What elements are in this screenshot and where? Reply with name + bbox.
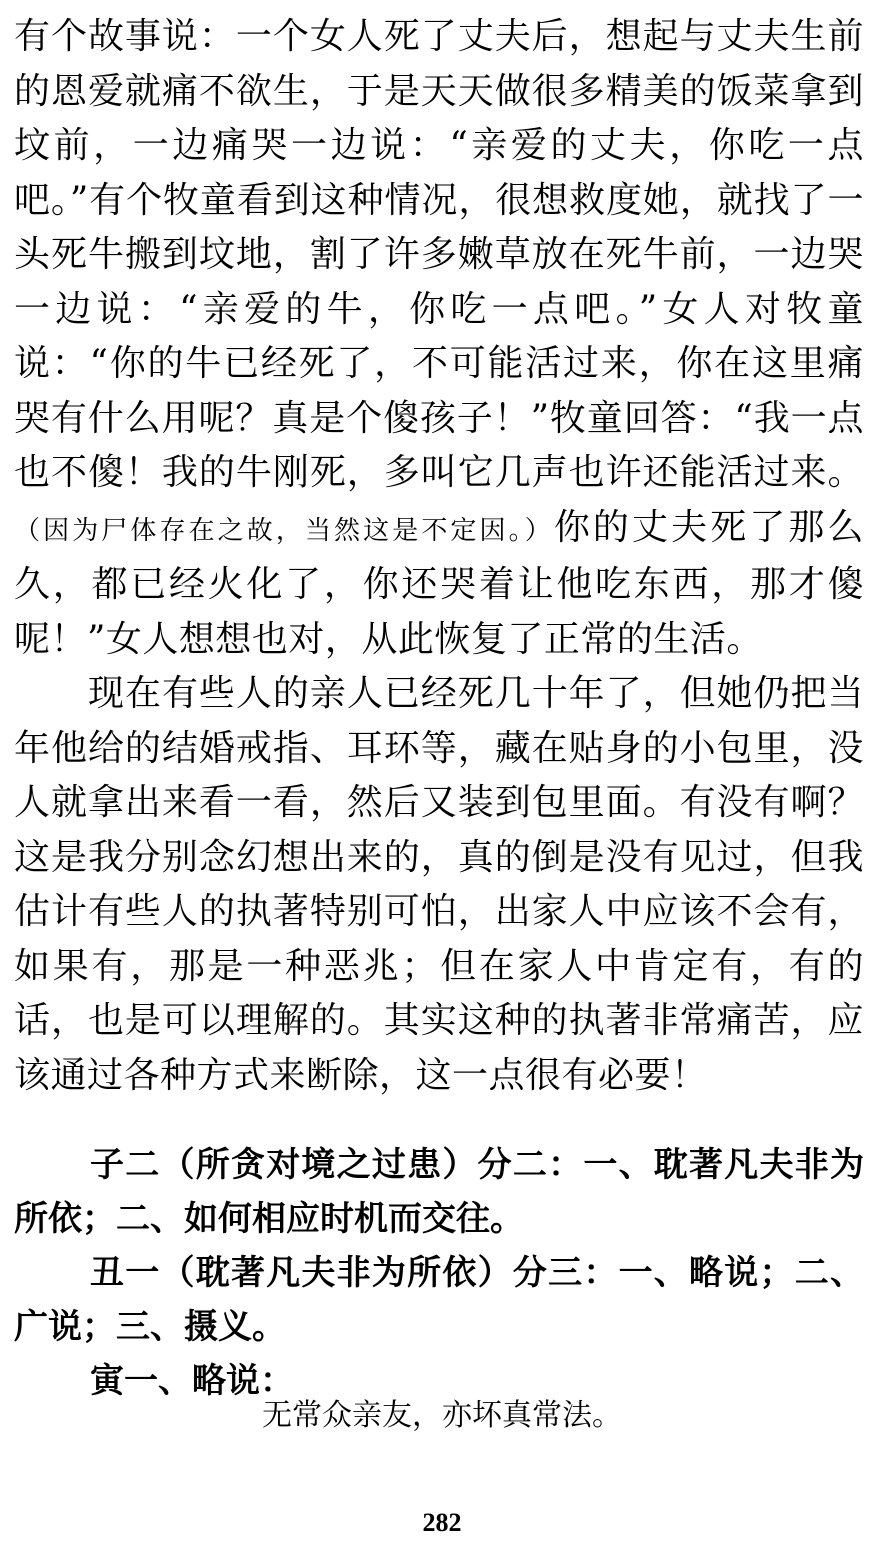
heading-level-chou: 丑一（耽著凡夫非为所依）分三：一、略说；二、广说；三、摄义。 xyxy=(14,1253,864,1347)
story-paragraph xyxy=(14,10,864,667)
story-text: 有个故事说：一个女人死了丈夫后，想起与丈夫生前的恩爱就痛不欲生，于是天天做很多精美的饭菜拿到坟前，一边痛哭一边说：“亲爱的丈夫，你吃一点吧。”有个牧童看到这种情况，很想救度她，就找了一头死牛搬到坟地，割了许多嫩草放在死牛前，一边哭一边说：“亲爱的牛，你吃一点吧。”女人对牧童说：“你的牛已经死了，不可能活过来，你在这里痛哭有什么用呢？真是个傻孩子！”牧童回答：“我一点也不傻！我的牛刚死，多叫它几声也许还能活过来。 xyxy=(14,16,864,493)
outline-headings xyxy=(14,1138,864,1408)
heading-level-zi: 子二（所贪对境之过患）分二：一、耽著凡夫非为所依；二、如何相应时机而交往。 xyxy=(14,1145,864,1239)
story-tail: 你的丈夫死了那么久，都已经火化了，你还哭着让他吃东西，那才傻呢！”女人想想也对，从此恢复了正常的生活。 xyxy=(14,506,864,660)
verse-line: 无常众亲友，亦坏真常法。 xyxy=(262,1398,622,1433)
body-text xyxy=(14,10,864,1103)
story-note: （因为尸体存在之故，当然这是不定因。） xyxy=(14,515,554,546)
heading-level-yin: 寅一、略说： xyxy=(90,1361,294,1401)
commentary-paragraph: 现在有些人的亲人已经死几十年了，但她仍把当年他给的结婚戒指、耳环等，藏在贴身的小包里，没人就拿出来看一看，然后又装到包里面。有没有啊？这是我分别念幻想出来的，真的倒是没有见过，但我估计有些人的执著特别可怕，出家人中应该不会有，如果有，那是一种恶兆；但在家人中肯定有，有的话，也是可以理解的。其实这种的执著非常痛苦，应该通过各种方式来断除，这一点很有必要！ xyxy=(14,673,864,1096)
page-number: 282 xyxy=(422,1508,462,1537)
